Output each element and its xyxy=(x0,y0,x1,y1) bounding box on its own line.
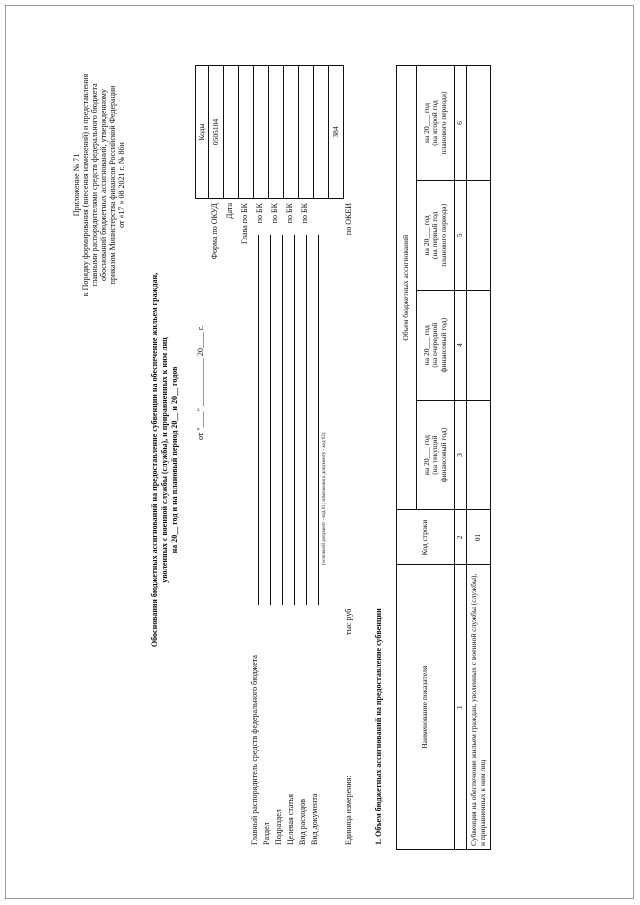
appendix-line-1: Приложение № 71 xyxy=(72,153,81,217)
col-number-6: 6 xyxy=(455,66,467,181)
appendix-line-3: главными распорядителями средств федерального бюджета xyxy=(90,83,99,287)
code-value-glava xyxy=(239,66,254,199)
col-header-name: Наименование показателя xyxy=(397,565,455,850)
year-2-line-a: на 20___ год xyxy=(421,325,431,366)
year-2-line-c: финансовый год) xyxy=(438,317,448,373)
year-2-line-b: (на очередной xyxy=(430,322,440,368)
col-number-1: 1 xyxy=(455,565,467,850)
unit-value: тыс руб xyxy=(344,608,353,635)
code-value-date xyxy=(224,66,239,199)
code-value-okei: 384 xyxy=(329,66,344,199)
codes-table xyxy=(195,65,344,199)
field-cel-line xyxy=(294,235,295,605)
col-header-code: Код строки xyxy=(397,510,455,565)
field-vid-doc-label: Вид документа xyxy=(310,793,319,845)
year-1-line-b: (на текущий xyxy=(430,435,440,475)
col-header-year-2 xyxy=(417,290,455,400)
field-vid-doc-line xyxy=(318,235,319,605)
field-podrazdel-label: Подраздел xyxy=(274,809,283,845)
doc-type-note: (основной документ - код 01; изменения к документу - код 02) xyxy=(322,432,327,565)
code-label-okud: Форма по ОКУД xyxy=(210,203,219,260)
year-4-line-b: (на второй год xyxy=(430,100,440,146)
col-header-year-1 xyxy=(417,400,455,510)
code-value-empty xyxy=(314,66,329,199)
row-1-name: Субвенция на обеспечение жильем граждан, уволенных с военной службы (службы), и приравненных к ним лиц xyxy=(467,565,491,850)
code-label-bk-3: по БК xyxy=(285,203,294,224)
appendix-line-2: к Порядку формирования (внесения изменений) и представления xyxy=(81,73,90,297)
row-1-code: 01 xyxy=(467,510,491,565)
code-label-bk-2: по БК xyxy=(270,203,279,224)
year-3-line-c: планового периода) xyxy=(438,203,448,267)
appendix-line-4: обоснований бюджетных ассигнований, утвержденному xyxy=(99,89,108,281)
col-number-5: 5 xyxy=(455,180,467,290)
date-line: от "____" ____________ 20____ г. xyxy=(196,325,205,440)
code-value-bk-4 xyxy=(299,66,314,199)
year-3-line-b: (на первый год xyxy=(430,211,440,260)
code-label-bk-4: по БК xyxy=(300,203,309,224)
row-1-value-2 xyxy=(467,290,491,400)
code-value-bk-3 xyxy=(284,66,299,199)
year-4-line-c: планового периода) xyxy=(438,91,448,155)
year-1-line-c: финансовый год) xyxy=(438,427,448,483)
field-gr-label: Главный распорядитель средств федерального бюджета xyxy=(250,655,259,845)
year-3-line-a: на 20___ год xyxy=(421,215,431,256)
doc-title-line-2: уволенных с военной службы (службы), и приравненных к ним лиц xyxy=(160,337,169,583)
code-label-glava: Глава по БК xyxy=(240,203,249,244)
code-value-okud: 0505104 xyxy=(209,66,224,199)
doc-title-line-3: на 20__ год и на плановый период 20__ и 20__ годов xyxy=(170,366,179,554)
row-1-value-3 xyxy=(467,180,491,290)
field-cel-label: Целевая статья xyxy=(286,793,295,845)
col-header-year-4 xyxy=(417,66,455,181)
col-header-year-3 xyxy=(417,180,455,290)
year-4-line-a: на 20___ год xyxy=(421,102,431,143)
row-1-value-4 xyxy=(467,66,491,181)
col-number-2: 2 xyxy=(455,510,467,565)
year-1-line-a: на 20___ год xyxy=(421,435,431,476)
col-number-3: 3 xyxy=(455,400,467,510)
code-label-okei: по ОКЕИ xyxy=(344,203,353,236)
code-value-bk-2 xyxy=(269,66,284,199)
field-razdel-label: Раздел xyxy=(262,822,271,845)
section-1-heading: 1. Объем бюджетных ассигнований на предоставление субвенции xyxy=(374,608,383,845)
appendix-line-5: приказом Министерства финансов Российской Федерации xyxy=(108,85,117,285)
col-header-group: Объем бюджетных ассигнований xyxy=(397,66,417,510)
codes-header: Коды xyxy=(196,66,209,199)
budget-table xyxy=(396,65,491,850)
field-podrazdel-line xyxy=(282,235,283,605)
code-value-bk-1 xyxy=(254,66,269,199)
code-label-date: Дата xyxy=(225,203,234,219)
doc-title-line-1: Обоснования бюджетных ассигнований на предоставление субвенции на обеспечение жильем граждан, xyxy=(150,272,159,648)
appendix-line-6: от «17 » 08 2021 г. № 86н xyxy=(117,142,126,228)
row-1-value-1 xyxy=(467,400,491,510)
col-number-4: 4 xyxy=(455,290,467,400)
unit-label: Единица измерения: xyxy=(344,775,353,845)
code-label-bk-1: по БК xyxy=(255,203,264,224)
field-vid-rash-label: Вид расходов xyxy=(298,799,307,845)
